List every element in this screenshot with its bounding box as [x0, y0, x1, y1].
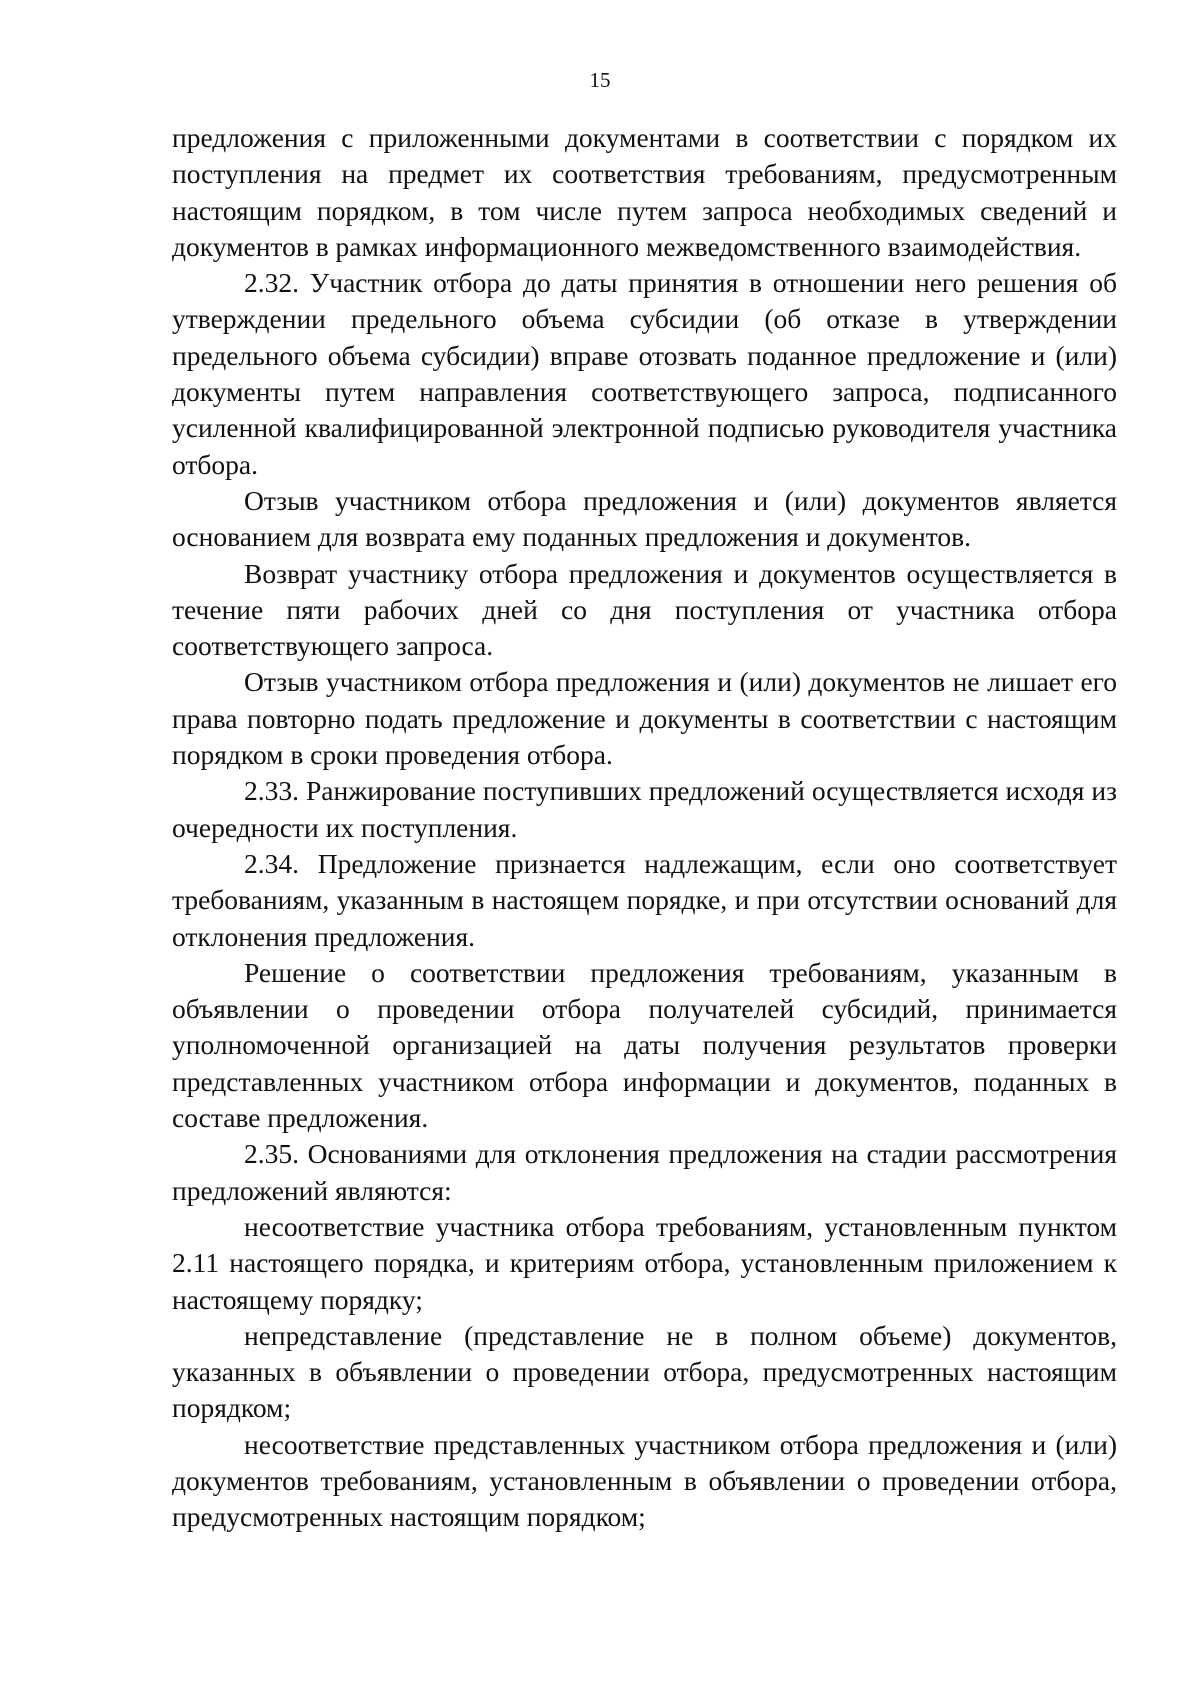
paragraph-rejection-reason-1: несоответствие участника отбора требованиям, установленным пунктом 2.11 настоящего порядка, и критериям отбора, установленным приложением к настоящему порядку;: [172, 1210, 1117, 1315]
paragraph-continuation: предложения с приложенными документами в соответствии с порядком их поступления на предмет их соответствия требованиям, предусмотренным настоящим порядком, в том числе путем запроса необходимых сведений и документов в рамках информационного межведомственного взаимодействия.: [172, 122, 1117, 262]
paragraph-withdrawal-basis: Отзыв участником отбора предложения и (или) документов является основанием для возврата ему поданных предложения и документов.: [172, 484, 1117, 553]
page-number: 15: [589, 68, 611, 92]
paragraph-return-terms: Возврат участнику отбора предложения и документов осуществляется в течение пяти рабочих дней со дня поступления от участника отбора соответствующего запроса.: [172, 557, 1117, 662]
paragraph-compliance-decision: Решение о соответствии предложения требованиям, указанным в объявлении о проведении отбора получателей субсидий, принимается уполномоченной организацией на даты получения результатов проверки представленных участником отбора информации и документов, поданных в составе предложения.: [172, 956, 1117, 1134]
paragraph-2-33: 2.33. Ранжирование поступивших предложений осуществляется исходя из очередности их поступления.: [172, 775, 1117, 843]
paragraph-rejection-reason-2: непредставление (представление не в полном объеме) документов, указанных в объявлении о проведении отбора, предусмотренных настоящим порядком;: [172, 1319, 1117, 1424]
document-body: [172, 120, 1117, 1536]
paragraph-rejection-reason-3: несоответствие представленных участником отбора предложения и (или) документов требованиям, установленным в объявлении о проведении отбора, предусмотренных настоящим порядком;: [172, 1428, 1117, 1533]
paragraph-2-35: 2.35. Основаниями для отклонения предложения на стадии рассмотрения предложений являются:: [172, 1138, 1117, 1206]
paragraph-2-32: 2.32. Участник отбора до даты принятия в отношении него решения об утверждении предельного объема субсидии (об отказе в утверждении предельного объема субсидии) вправе отозвать поданное предложение и (или) документы путем направления соответствующего запроса, подписанного усиленной квалифицированной электронной подписью руководителя участника отбора.: [172, 267, 1117, 480]
paragraph-resubmission-right: Отзыв участником отбора предложения и (или) документов не лишает его права повторно подать предложение и документы в соответствии с настоящим порядком в сроки проведения отбора.: [172, 666, 1117, 771]
paragraph-2-34: 2.34. Предложение признается надлежащим, если оно соответствует требованиям, указанным в настоящем порядке, и при отсутствии оснований для отклонения предложения.: [172, 847, 1117, 952]
